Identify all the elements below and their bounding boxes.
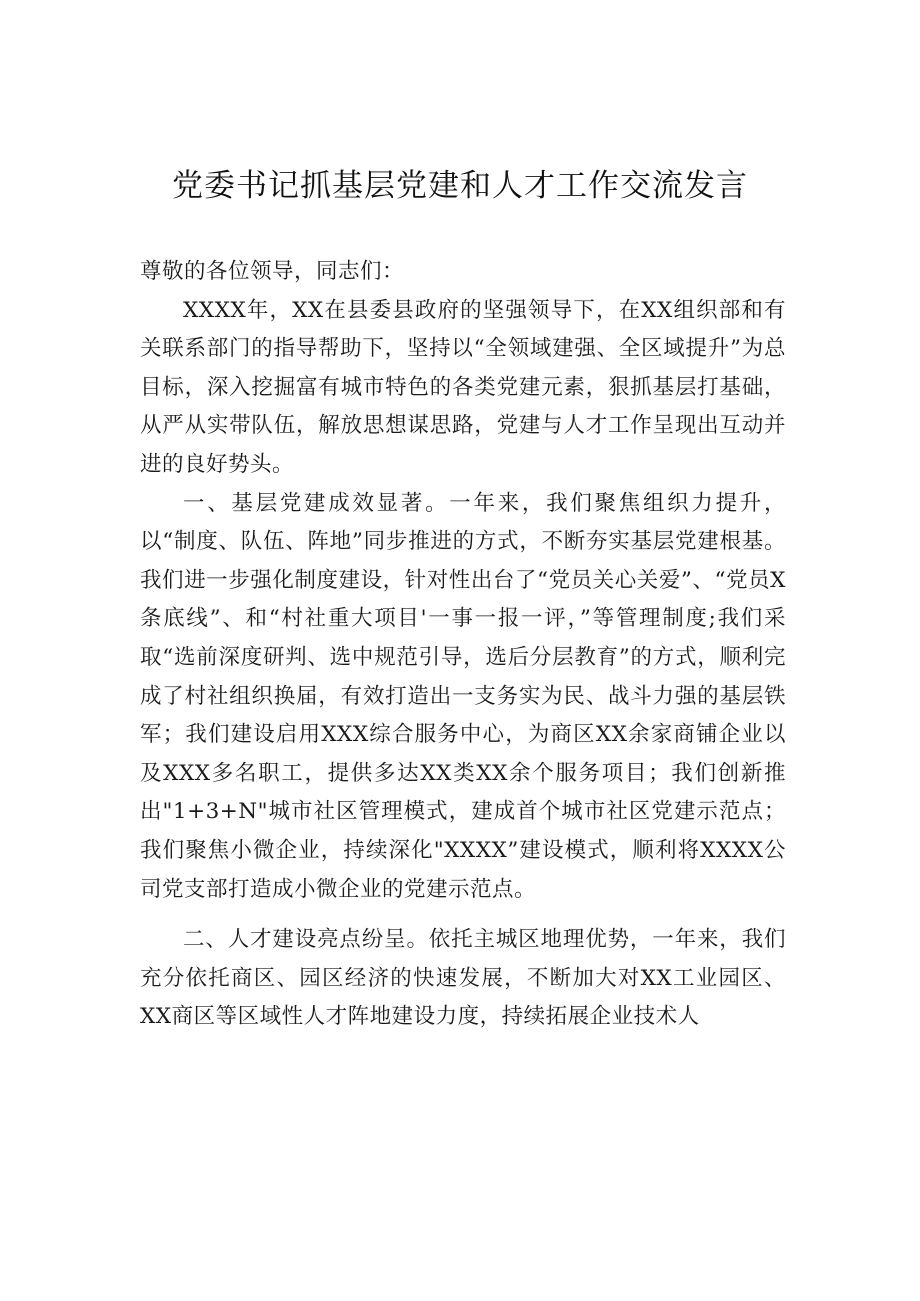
- intro-paragraph: XXXX年，XX在县委县政府的坚强领导下，在XX组织部和有关联系部门的指导帮助下，坚持以“全领域建强、全区域提升”为总目标，深入挖掘富有城市特色的各类党建元素，狠抓基层打基础，从严从实带队伍，解放思想谋思路，党建与人才工作呈现出互动并进的良好势头。: [140, 297, 786, 477]
- document-title: 党委书记抓基层党建和人才工作交流发言: [172, 168, 748, 204]
- section-two-paragraph: 二、人才建设亮点纷呈。依托主城区地理优势，一年来，我们充分依托商区、园区经济的快速发展，不断加大对XX工业园区、XX商区等区域性人才阵地建设力度，持续拓展企业技术人: [140, 927, 786, 1030]
- section-one-paragraph: 一、基层党建成效显著。一年来，我们聚焦组织力提升，以“制度、队伍、阵地”同步推进的方式，不断夯实基层党建根基。我们进一步强化制度建设，针对性出台了“党员关心关爱”、“党员X条底线”、和“村社重大项目'一事一报一评，”等管理制度;我们采取“选前深度研判、选中规范引导，选后分层教育”的方式，顺利完成了村社组织换届，有效打造出一支务实为民、战斗力强的基层铁军；我们建设启用XXX综合服务中心，为商区XX余家商铺企业以及XXX多名职工，提供多达XX类XX余个服务项目；我们创新推出"1+3+N"城市社区管理模式，建成首个城市社区党建示范点；我们聚焦小微企业，持续深化"XXXX”建设模式，顺利将XXXX公司党支部打造成小微企业的党建示范点。: [140, 490, 786, 902]
- salutation: 尊敬的各位领导，同志们：: [140, 259, 405, 284]
- document-body: [140, 253, 786, 1037]
